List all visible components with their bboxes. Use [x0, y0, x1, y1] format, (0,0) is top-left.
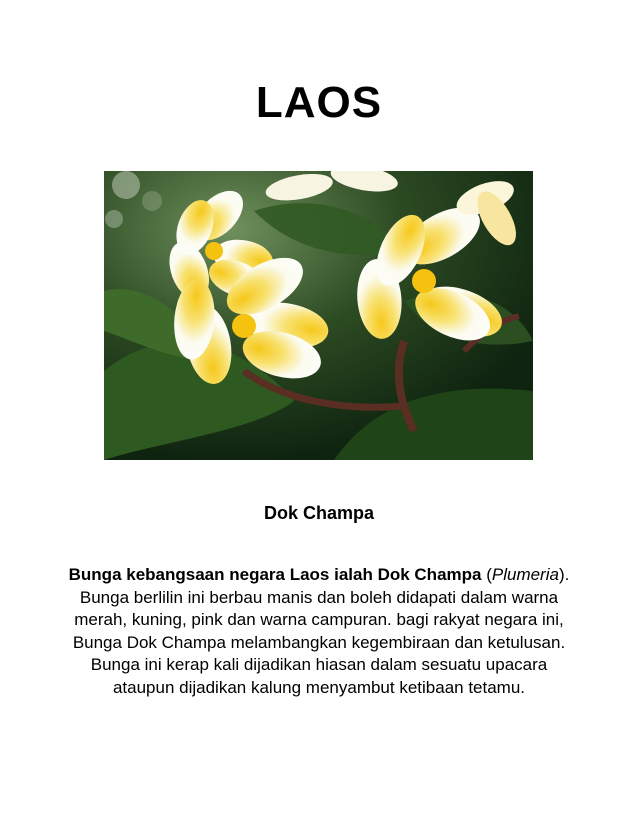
- paragraph-lead: Bunga kebangsaan negara Laos ialah Dok Champa: [68, 565, 482, 584]
- scientific-name: Plumeria: [491, 565, 559, 584]
- page-title: LAOS: [255, 78, 383, 127]
- photo-caption: Dok Champa: [263, 503, 375, 523]
- paragraph-paren: (: [481, 565, 492, 584]
- description-paragraph: [58, 564, 580, 700]
- paragraph-body: ). Bunga berlilin ini berbau manis dan boleh didapati dalam warna merah, kuning, pink dan warna campuran. bagi rakyat negara ini, Bunga Dok Champa melambangkan kegembiraan dan ketulusan. Bunga ini kerap kali dijadikan hiasan dalam sesuatu upacara ataupun dijadikan kalung menyambut ketibaan tetamu.: [72, 565, 570, 697]
- plumeria-photo: [104, 171, 533, 460]
